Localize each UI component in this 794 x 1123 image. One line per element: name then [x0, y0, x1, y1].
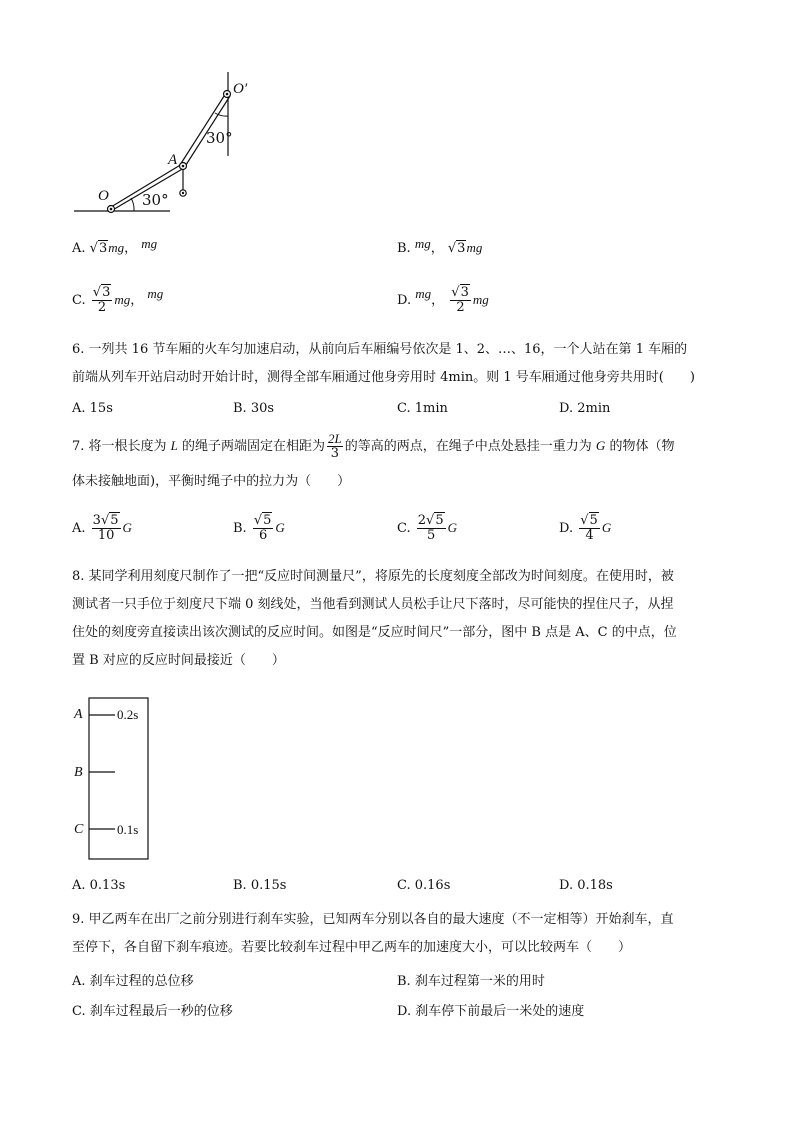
point-o-prime-label: O′ [233, 81, 248, 97]
q7-option-c[interactable]: C. $\frac{2√5}{5}$ G [397, 513, 458, 543]
q5-option-b[interactable]: B. mg， √3mg [397, 236, 483, 256]
q8-line4: 置 B 对应的反应时间最接近（ ） [72, 653, 285, 668]
ruler-a-value: 0.2s [117, 707, 139, 722]
q7-option-b[interactable]: B. $\frac{√5}{6}$ G [233, 513, 285, 543]
q9-option-b[interactable]: B. 刹车过程第一米的用时 [397, 974, 545, 989]
q7-line2: 体未接触地面)，平衡时绳子中的拉力为（ ） [72, 474, 351, 489]
q8-option-b[interactable]: B. 0.15s [233, 878, 287, 893]
q8-option-d[interactable]: D. 0.18s [559, 878, 613, 893]
q9-option-c[interactable]: C. 刹车过程最后一秒的位移 [72, 1004, 233, 1019]
ruler-c-value: 0.1s [117, 822, 139, 837]
point-o-label: O [98, 188, 109, 204]
ruler-c-label: C [74, 822, 84, 837]
angle-bottom-label: 30° [142, 191, 169, 209]
q8-line3: 住处的刻度旁直接读出该次测试的反应时间。如图是“反应时间尺”一部分，图中 B 点是 A、C 的中点，位 [72, 625, 677, 640]
q8-line1: 8. 某同学利用刻度尺制作了一把“反应时间测量尺”，将原先的长度刻度全部改为时间刻度。在使用时，被 [72, 569, 674, 584]
q7-option-a[interactable]: A. $\frac{3√5}{10}$ G [72, 513, 132, 543]
q6-line1: 6. 一列共 16 节车厢的火车匀加速启动，从前向后车厢编号依次是 1、2、…、16，一个人站在第 1 车厢的 [72, 342, 688, 357]
q7-option-d[interactable]: D. $\frac{√5}{4}$ G [559, 513, 612, 543]
angle-top-label: 30° [206, 129, 233, 147]
q9-line1: 9. 甲乙两车在出厂之前分别进行刹车实验，已知两车分别以各自的最大速度（不一定相等）开始刹车，直 [72, 912, 674, 927]
q8-line2: 测试者一只手位于刻度尺下端 0 刻线处，当他看到测试人员松手让尺下落时，尽可能快的捏住尺子，从捏 [72, 597, 674, 612]
q8-option-c[interactable]: C. 0.16s [397, 878, 451, 893]
q5-option-a[interactable]: A. √3mg， mg [72, 236, 158, 256]
q9-option-a[interactable]: A. 刹车过程的总位移 [72, 974, 194, 989]
q6-line2: 前端从列车开站启动时开始计时，测得全部车厢通过他身旁用时 4min。则 1 号车厢通过他身旁共用时( ) [72, 370, 695, 385]
q6-option-c[interactable]: C. 1min [397, 401, 448, 416]
q9-line2: 至停下，各自留下刹车痕迹。若要比较刹车过程中甲乙两车的加速度大小，可以比较两车（ ） [72, 940, 632, 955]
ruler-b-label: B [74, 765, 83, 780]
point-a-label: A [168, 152, 178, 168]
q9-option-d[interactable]: D. 刹车停下前最后一米处的速度 [397, 1004, 585, 1019]
q6-option-d[interactable]: D. 2min [559, 401, 611, 416]
q5-option-d[interactable]: D. mg， $\frac{√3}{2}$ mg [397, 285, 489, 315]
q6-option-a[interactable]: A. 15s [72, 401, 113, 416]
q7-line1: 7. 将一根长度为 L 的绳子两端固定在相距为 $\frac{2L}{3}$ 的等高的两点，在绳子中点处悬挂一重力为 G 的物体（物 [72, 431, 675, 461]
q6-option-b[interactable]: B. 30s [233, 401, 275, 416]
ruler-a-label: A [74, 707, 83, 722]
q8-option-a[interactable]: A. 0.13s [72, 878, 126, 893]
q5-option-c[interactable]: C. $\frac{√3}{2}$ mg， mg [72, 285, 164, 315]
